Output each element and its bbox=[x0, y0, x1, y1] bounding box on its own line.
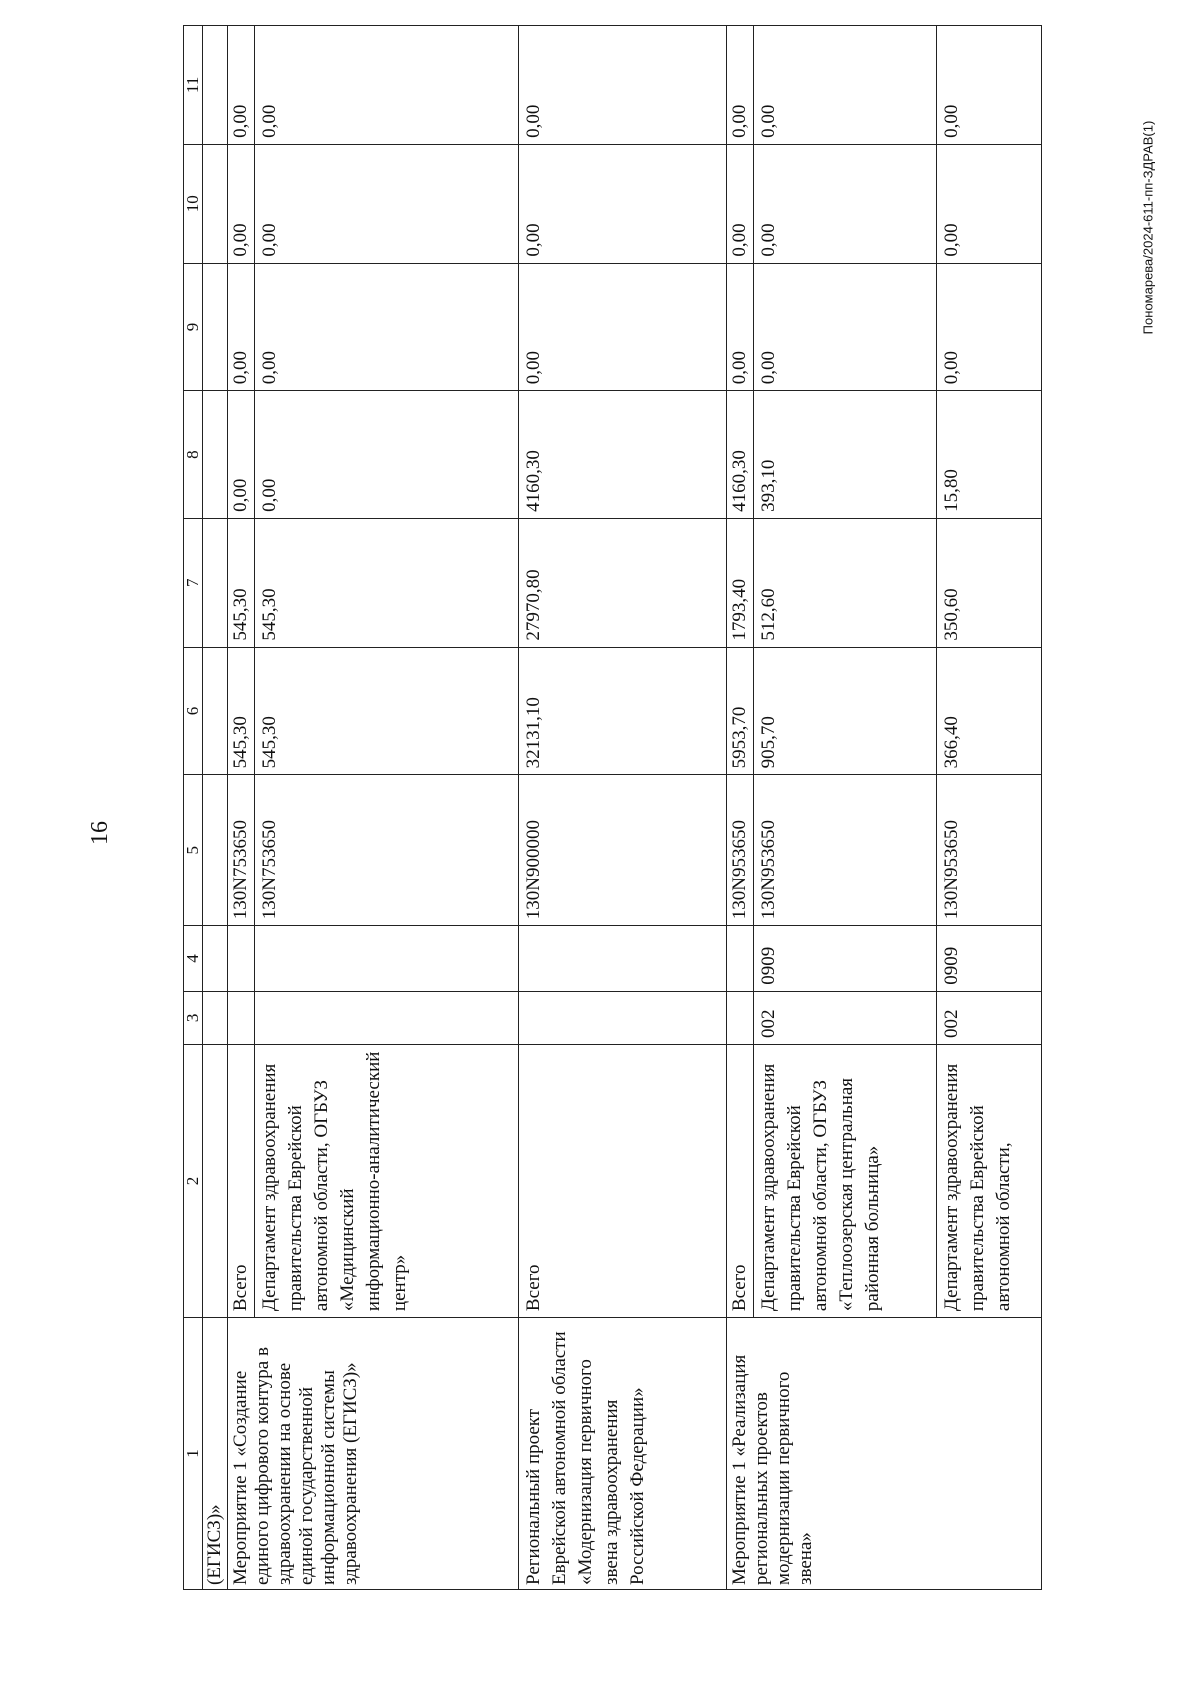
cell-value: 0,00 bbox=[727, 263, 754, 391]
page-number: 16 bbox=[87, 821, 113, 845]
cell-value: 0,00 bbox=[754, 263, 937, 391]
cell-grbs: 002 bbox=[937, 991, 1042, 1044]
event-name-cell: Мероприятие 1 «Реализация региональных проектов модернизации первичного звена» bbox=[727, 1318, 1042, 1590]
cell-target-code: 130N753650 bbox=[255, 775, 519, 926]
row-label: Всего bbox=[228, 1045, 255, 1318]
table-row bbox=[228, 26, 255, 1590]
cell-value: 0,00 bbox=[228, 263, 255, 391]
header-cell: 1 bbox=[184, 1318, 203, 1590]
header-cell: 7 bbox=[184, 518, 203, 647]
rotated-table-container bbox=[183, 25, 1066, 1590]
row-label: Всего bbox=[727, 1045, 754, 1318]
document-footer bbox=[1140, 120, 1156, 335]
table-header-row bbox=[184, 26, 203, 1590]
cell-value: 0,00 bbox=[937, 144, 1042, 263]
cell-section bbox=[255, 926, 519, 991]
cell-value: 0,00 bbox=[228, 144, 255, 263]
cell-value: 0,00 bbox=[754, 144, 937, 263]
financing-table bbox=[183, 25, 1042, 1590]
header-cell: 10 bbox=[184, 144, 203, 263]
cell-value: 5953,70 bbox=[727, 647, 754, 775]
cell-value: 4160,30 bbox=[727, 391, 754, 519]
cell-value: 1793,40 bbox=[727, 518, 754, 647]
cell-value: 0,00 bbox=[727, 26, 754, 145]
cell-target-code: 130N753650 bbox=[228, 775, 255, 926]
cell-grbs: 002 bbox=[754, 991, 937, 1044]
cell-value: 0,00 bbox=[937, 26, 1042, 145]
cell-grbs bbox=[255, 991, 519, 1044]
cell-value: 366,40 bbox=[937, 647, 1042, 775]
cell-section bbox=[228, 926, 255, 991]
cell-value: 512,60 bbox=[754, 518, 937, 647]
row-label: Всего bbox=[519, 1045, 727, 1318]
cell-value: 0,00 bbox=[519, 263, 727, 391]
cell-value: 545,30 bbox=[255, 518, 519, 647]
cell-target-code: 130N953650 bbox=[727, 775, 754, 926]
cell-value: 0,00 bbox=[255, 144, 519, 263]
row-label: Департамент здравоохранения правительства Еврейской автономной области, ОГБУЗ «Медицинский информационно-аналитический центр» bbox=[255, 1045, 519, 1318]
table-row bbox=[727, 26, 754, 1590]
header-cell: 4 bbox=[184, 926, 203, 991]
cell-value: 545,30 bbox=[228, 647, 255, 775]
cell-value: 0,00 bbox=[228, 391, 255, 519]
cell-value: 393,10 bbox=[754, 391, 937, 519]
table-row bbox=[519, 26, 727, 1590]
cell-value: 4160,30 bbox=[519, 391, 727, 519]
cell-value: 27970,80 bbox=[519, 518, 727, 647]
cell-section bbox=[727, 926, 754, 991]
cell-section bbox=[519, 926, 727, 991]
continued-name-cell: (ЕГИСЗ)» bbox=[203, 1318, 228, 1590]
header-cell: 2 bbox=[184, 1045, 203, 1318]
cell-target-code: 130N900000 bbox=[519, 775, 727, 926]
cell-value: 350,60 bbox=[937, 518, 1042, 647]
event-name-cell: Мероприятие 1 «Создание единого цифрового контура в здравоохранении на основе единой государственной информационной системы здравоохранения (ЕГИСЗ)» bbox=[228, 1318, 519, 1590]
row-label: Департамент здравоохранения правительства Еврейской автономной области, bbox=[937, 1045, 1042, 1318]
row-label: Департамент здравоохранения правительства Еврейской автономной области, ОГБУЗ «Теплоозерская центральная районная больница» bbox=[754, 1045, 937, 1318]
cell-value: 545,30 bbox=[228, 518, 255, 647]
cell-value: 0,00 bbox=[727, 144, 754, 263]
cell-value: 0,00 bbox=[228, 26, 255, 145]
cell-value: 545,30 bbox=[255, 647, 519, 775]
footer-code: Пономарева/2024-611-пп-ЗДРАВ(1) bbox=[1140, 120, 1156, 335]
cell-value: 0,00 bbox=[519, 26, 727, 145]
cell-value: 0,00 bbox=[754, 26, 937, 145]
cell-grbs bbox=[228, 991, 255, 1044]
cell-value: 0,00 bbox=[255, 26, 519, 145]
cell-value: 0,00 bbox=[255, 263, 519, 391]
cell-value: 0,00 bbox=[519, 144, 727, 263]
cell-target-code: 130N953650 bbox=[754, 775, 937, 926]
cell-section: 0909 bbox=[937, 926, 1042, 991]
continuation-row bbox=[203, 26, 228, 1590]
cell-grbs bbox=[727, 991, 754, 1044]
header-cell: 9 bbox=[184, 263, 203, 391]
header-cell: 3 bbox=[184, 991, 203, 1044]
header-cell: 11 bbox=[184, 26, 203, 145]
cell-value: 15,80 bbox=[937, 391, 1042, 519]
header-cell: 8 bbox=[184, 391, 203, 519]
cell-value: 0,00 bbox=[255, 391, 519, 519]
cell-target-code: 130N953650 bbox=[937, 775, 1042, 926]
header-cell: 6 bbox=[184, 647, 203, 775]
project-name-cell: Региональный проект Еврейской автономной области «Модернизация первичного звена здравоохранения Российской Федерации» bbox=[519, 1318, 727, 1590]
cell-value: 905,70 bbox=[754, 647, 937, 775]
cell-grbs bbox=[519, 991, 727, 1044]
cell-section: 0909 bbox=[754, 926, 937, 991]
cell-value: 0,00 bbox=[937, 263, 1042, 391]
cell-value: 32131,10 bbox=[519, 647, 727, 775]
header-cell: 5 bbox=[184, 775, 203, 926]
